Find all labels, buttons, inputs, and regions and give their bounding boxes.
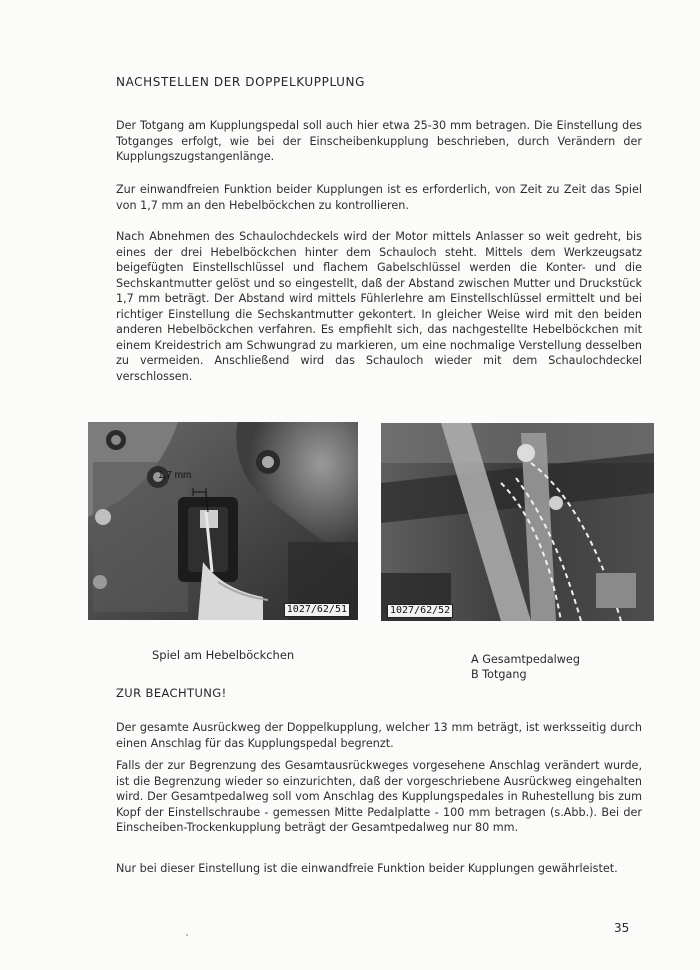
page-number: 35 (614, 921, 630, 935)
figure-number-right: 1027/62/52 (387, 604, 453, 618)
section-title: NACHSTELLEN DER DOPPELKUPPLUNG (116, 75, 365, 89)
figure-number-left: 1027/62/51 (284, 603, 350, 617)
pedal-travel-photo-image (381, 423, 654, 621)
note-paragraph-function: Nur bei dieser Einstellung ist die einwandfreie Funktion beider Kupplungen gewährleistet. (116, 862, 618, 875)
measurement-label: 1,7 mm (158, 470, 192, 481)
paragraph-play-check: Zur einwandfreien Funktion beider Kupplungen ist es erforderlich, von Zeit zu Zeit das Spiel von 1,7 mm an den Hebelböckchen zu kontrollieren. (116, 183, 642, 212)
figure-caption-left: Spiel am Hebelböckchen (152, 648, 295, 662)
paragraph-adjustment-procedure: Nach Abnehmen des Schaulochdeckels wird der Motor mittels Anlasser so weit gedreht, bis eines der drei Hebelböckchen hinter dem Schauloch steht. Mittels dem Werkzeugsatz beigefügten Einstellschlüssel und flachem Gabelschlüssel werden die Konter- und die Sechskantmutter gelöst und so eingestellt, daß der Abstand zwischen Mutter und Druckstück 1,7 mm beträgt. Der Abstand wird mittels Fühlerlehre am Einstellschlüssel ermittelt und bei richtiger Einstellung die Sechskantmutter gekontert. In gleicher Weise wird mit den beiden anderen Hebelböckchen verfahren. Es empfiehlt sich, das nachgestellte Hebelböckchen mit einem Kreidestrich am Schwungrad zu markieren, um eine nochmalige Verstellung desselben zu vermeiden. Anschließend wird das Schauloch wieder mit dem Schaulochdeckel verschlossen. (116, 230, 642, 383)
note-paragraph-stop: Der gesamte Ausrückweg der Doppelkupplung, welcher 13 mm beträgt, ist werksseitig durch einen Anschlag für das Kupplungspedal begrenzt. (116, 721, 642, 750)
paragraph-dead-travel: Der Totgang am Kupplungspedal soll auch hier etwa 25-30 mm betragen. Die Einstellung des Totganges erfolgt, wie bei der Einscheibenkupplung beschrieben, durch Verändern der Kupplungszugstangenlänge. (116, 119, 642, 163)
photo-pedal-travel (381, 423, 654, 621)
figure-legend-right (471, 652, 580, 682)
note-paragraph-pedal-travel: Falls der zur Begrenzung des Gesamtausrückweges vorgesehene Anschlag verändert wurde, ist die Begrenzung wieder so einzurichten, daß der vorgeschriebene Ausrückweg eingehalten wird. Der Gesamtpedalweg soll vom Anschlag des Kupplungspedales in Ruhestellung bis zum Kopf der Einstellschraube - gemessen Mitte Pedalplatte - 100 mm betragen (s.Abb.). Bei der Einscheiben-Trockenkupplung beträgt der Gesamtpedalweg nur 80 mm. (116, 759, 642, 834)
lever-bracket-photo-image (88, 422, 358, 620)
note-heading: ZUR BEACHTUNG! (116, 686, 227, 700)
scan-speck (186, 934, 188, 936)
photo-lever-bracket (88, 422, 358, 620)
legend-item-a: A Gesamtpedalweg (471, 653, 580, 666)
legend-item-b: B Totgang (471, 668, 527, 681)
